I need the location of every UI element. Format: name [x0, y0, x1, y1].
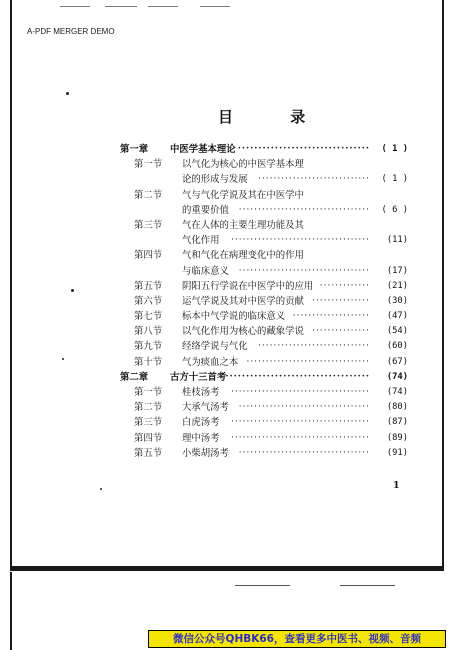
- next-page-rule: [340, 585, 395, 586]
- toc-chapter-row: [120, 370, 408, 385]
- toc-leader-dots: ·····························: [258, 174, 370, 185]
- toc-leader-dots: ·····························: [258, 341, 370, 352]
- toc-leader-dots: ····································: [231, 235, 370, 246]
- toc-section-row: [120, 294, 408, 309]
- toc-entry-number: 第七节: [134, 311, 163, 323]
- toc-page-number: (47): [386, 311, 408, 322]
- toc-section-row: [120, 157, 408, 172]
- toc-entry-number: 第六节: [134, 295, 163, 307]
- toc-page-number: ( 1 ): [381, 174, 408, 185]
- toc-entry-title: 以气化作用为核心的藏象学说: [182, 326, 304, 338]
- toc-entry-title: 阴阳五行学说在中医学中的应用: [182, 280, 314, 292]
- toc-entry-number: 第一节: [134, 159, 163, 171]
- watermark: A-PDF MERGER DEMO: [27, 27, 115, 36]
- toc-leader-dots: ····································: [231, 417, 370, 428]
- toc-entry-number: 第三节: [134, 417, 163, 429]
- toc-entry-title: 理中汤考: [182, 432, 220, 444]
- toc-entry-number: 第四节: [134, 250, 163, 262]
- toc-page-number: (30): [386, 295, 408, 306]
- toc-leader-dots: ···············: [312, 295, 370, 306]
- toc-section-row: [120, 248, 408, 263]
- toc-entry-title: 气在人体的主要生理功能及其: [182, 219, 304, 231]
- next-page-rule: [235, 585, 290, 586]
- toc-leader-dots: ··································: [238, 265, 370, 276]
- toc-entry-title: 与临床意义: [182, 265, 229, 277]
- toc-entry-title: 气为痰血之本: [182, 356, 239, 368]
- toc-page-number: ( 6 ): [381, 204, 408, 215]
- toc-entry-title: 标本中气学说的临床意义: [182, 311, 286, 323]
- toc-page-number: (80): [386, 402, 408, 413]
- toc-entry-title: 中医学基本理论: [170, 144, 236, 155]
- toc-entry-number: 第二节: [134, 402, 163, 414]
- toc-section-row: [120, 188, 408, 203]
- toc-section-row: [120, 415, 408, 430]
- toc-page-number: (21): [386, 280, 408, 291]
- toc-entry-number: 第一章: [120, 144, 149, 155]
- toc-section-row: [120, 355, 408, 370]
- toc-section-row: [120, 431, 408, 446]
- toc-entry-title: 大承气汤考: [182, 402, 229, 414]
- toc-leader-dots: ····································: [231, 432, 370, 443]
- toc-page-number: (67): [386, 356, 408, 367]
- toc-entry-title: 白虎汤考: [182, 417, 220, 429]
- toc-section-row: [120, 385, 408, 400]
- toc-entry-title: 气化作用: [182, 235, 220, 247]
- toc-entry-number: 第三节: [134, 219, 163, 231]
- toc-continuation-row: [120, 172, 408, 187]
- toc-entry-title: 论的形成与发展: [182, 174, 248, 186]
- toc-leader-dots: ····················: [292, 311, 370, 322]
- toc-entry-number: 第二章: [120, 371, 149, 383]
- table-of-contents: [120, 142, 408, 461]
- scan-speck: [100, 488, 102, 490]
- toc-leader-dots: ····································: [231, 387, 370, 397]
- toc-page-number: ( 1 ): [381, 144, 408, 154]
- toc-entry-title: 经络学说与气化: [182, 341, 248, 353]
- toc-entry-number: 第五节: [134, 280, 163, 292]
- toc-section-row: [120, 446, 408, 461]
- toc-entry-number: 第九节: [134, 341, 163, 353]
- toc-continuation-row: [120, 233, 408, 248]
- toc-entry-title: 气与气化学说及其在中医学中: [182, 189, 304, 201]
- toc-page-number: (74): [386, 387, 408, 397]
- toc-chapter-row: [120, 142, 408, 157]
- toc-leader-dots: ··································: [238, 204, 370, 215]
- toc-page-number: (60): [386, 341, 408, 352]
- page-title: 目 录: [218, 108, 332, 126]
- toc-leader-dots: ··································: [238, 402, 370, 413]
- toc-page-number: (11): [386, 235, 408, 246]
- scan-speck: [66, 92, 69, 95]
- toc-leader-dots: ································: [237, 144, 370, 154]
- toc-continuation-row: [120, 264, 408, 279]
- toc-page-number: (54): [386, 326, 408, 337]
- toc-section-row: [120, 309, 408, 324]
- toc-leader-dots: ·············: [319, 280, 370, 291]
- toc-entry-title: 桂枝汤考: [182, 387, 220, 398]
- toc-section-row: [120, 400, 408, 415]
- scan-speck: [62, 358, 64, 360]
- toc-entry-title: 以气化为核心的中医学基本理: [182, 159, 304, 171]
- toc-entry-number: 第八节: [134, 326, 163, 338]
- toc-entry-title: 运气学说及其对中医学的贡献: [182, 295, 304, 307]
- toc-entry-title: 气和气化在病理变化中的作用: [182, 250, 304, 262]
- promo-banner: 微信公众号QHBK66，查看更多中医书、视频、音频: [148, 630, 446, 648]
- toc-leader-dots: ···············: [312, 326, 370, 337]
- toc-entry-title: 的重要价值: [182, 204, 229, 216]
- page-edge: [10, 566, 444, 571]
- toc-section-row: [120, 279, 408, 294]
- toc-page-number: (89): [386, 432, 408, 443]
- toc-leader-dots: ···································: [225, 371, 370, 382]
- toc-entry-number: 第十节: [134, 356, 163, 368]
- toc-leader-dots: ································: [246, 356, 370, 367]
- toc-section-row: [120, 324, 408, 339]
- page-number: 1: [393, 480, 400, 491]
- toc-entry-number: 第二节: [134, 189, 163, 201]
- toc-page-number: (17): [386, 265, 408, 276]
- toc-continuation-row: [120, 203, 408, 218]
- toc-entry-title: 小柴胡汤考: [182, 447, 229, 459]
- toc-entry-title: 古方十三首考: [170, 371, 227, 383]
- toc-leader-dots: ··································: [238, 447, 370, 458]
- toc-entry-number: 第五节: [134, 447, 163, 459]
- toc-page-number: (91): [386, 447, 408, 458]
- scan-speck: [71, 289, 74, 292]
- toc-entry-number: 第四节: [134, 432, 163, 444]
- toc-page-number: (87): [386, 417, 408, 428]
- toc-page-number: (74): [386, 371, 408, 382]
- toc-section-row: [120, 218, 408, 233]
- toc-entry-number: 第一节: [134, 387, 163, 398]
- toc-section-row: [120, 339, 408, 354]
